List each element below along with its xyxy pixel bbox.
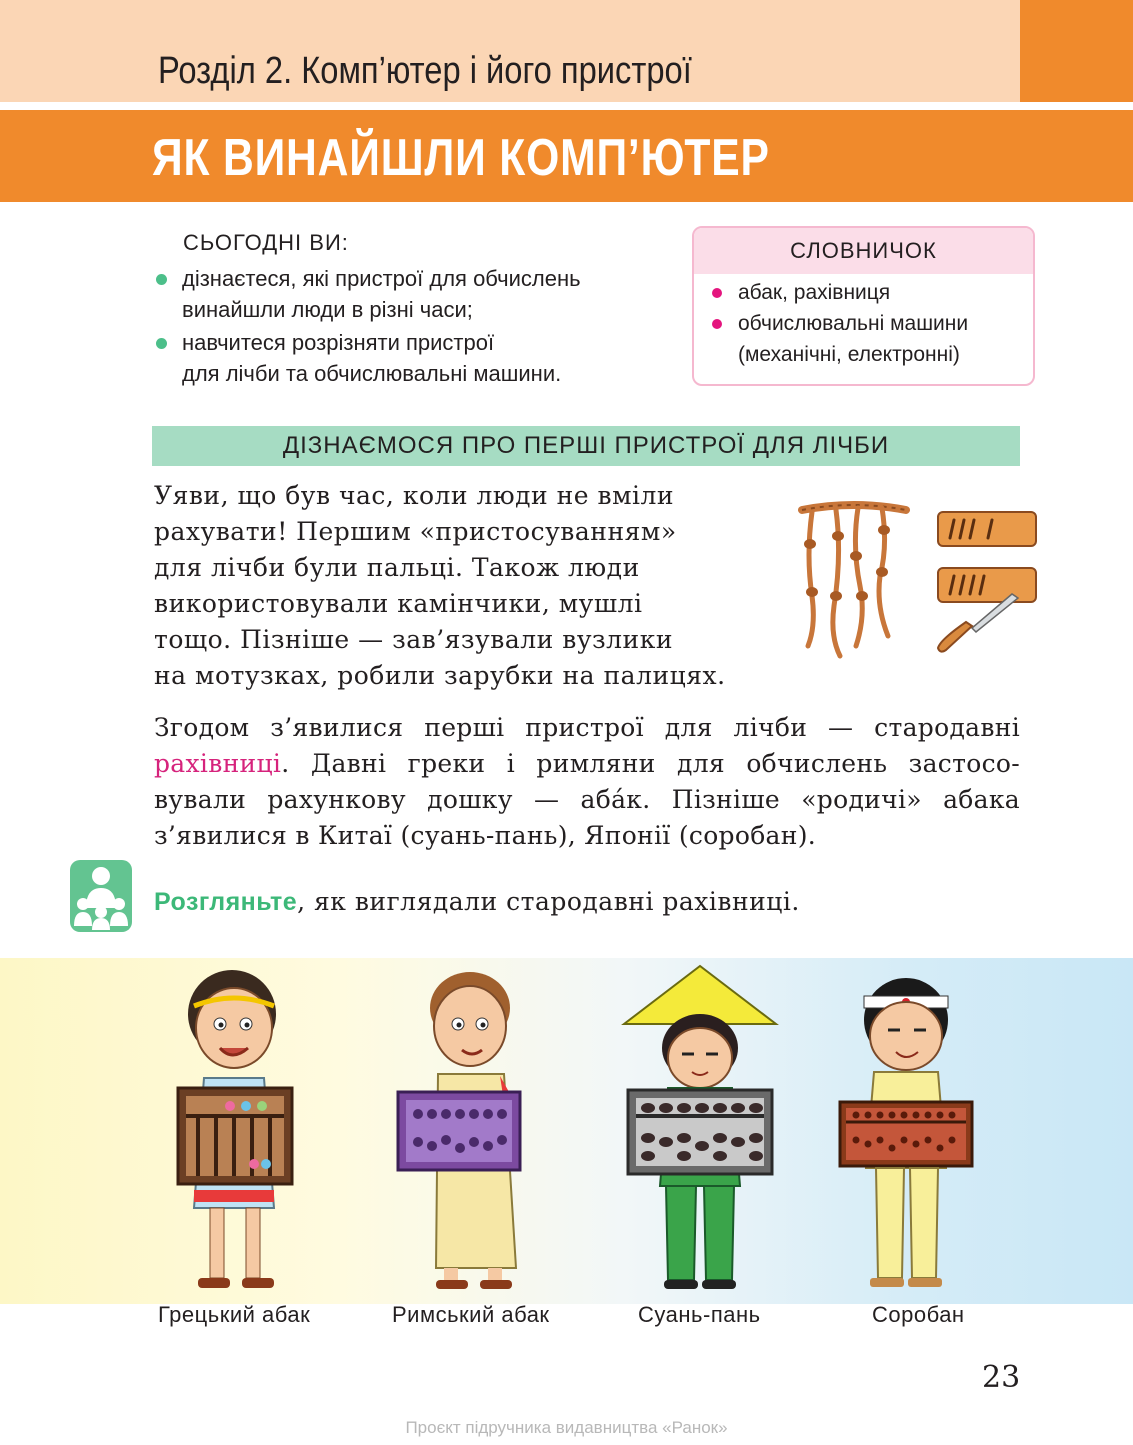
paragraph-line: рахувати! Першим «пристосуванням» bbox=[154, 517, 677, 546]
task-instruction bbox=[154, 884, 800, 920]
goal-line: для лічби та обчислювальні машини. bbox=[182, 361, 562, 386]
goal-line: навчитеся розрізняти пристрої bbox=[182, 330, 495, 355]
section-title: Розділ 2. Комп’ютер і його пристрої bbox=[158, 50, 692, 92]
bullet-icon bbox=[156, 338, 167, 349]
abacus-caption: Соробан bbox=[872, 1302, 965, 1327]
paragraph-line: на мотузках, робили зарубки на палицях. bbox=[154, 661, 726, 690]
soroban-figure bbox=[836, 968, 976, 1298]
paragraph-line: використовували камінчики, мушлі bbox=[154, 589, 643, 618]
glossary-box bbox=[692, 226, 1035, 386]
paragraph-text: . Давні греки і римляни для обчислень застосо- bbox=[281, 749, 1020, 778]
page-number: 23 bbox=[982, 1360, 1021, 1395]
header-corner bbox=[1020, 0, 1133, 102]
goal-line: винайшли люди в різні часи; bbox=[182, 297, 473, 322]
task-verb: Розгляньте bbox=[154, 888, 298, 916]
lesson-title: ЯК ВИНАЙШЛИ КОМП’ЮТЕР bbox=[152, 129, 770, 187]
suanpan-figure bbox=[620, 962, 780, 1298]
glossary-item: (механічні, електронні) bbox=[738, 343, 960, 366]
goal-line: дізнаєтеся, які пристрої для обчислень bbox=[182, 266, 581, 291]
paragraph-line: Згодом з’явилися перші пристрої для лічби — стародавні bbox=[154, 713, 1020, 742]
glossary-title: СЛОВНИЧОК bbox=[790, 238, 937, 263]
task-text: , як виглядали стародавні рахівниці. bbox=[297, 887, 800, 916]
glossary-item: абак, рахівниця bbox=[738, 281, 891, 304]
term-highlight: рахівниці bbox=[154, 749, 282, 778]
greek-abacus-figure bbox=[170, 968, 310, 1298]
paragraph-line: тощо. Пізніше — зав’язували вузлики bbox=[154, 625, 673, 654]
footer-note: Проєкт підручника видавництва «Ранок» bbox=[405, 1418, 728, 1437]
notched-sticks-illustration bbox=[932, 506, 1038, 656]
bullet-icon bbox=[712, 288, 722, 298]
abacus-caption: Римський абак bbox=[392, 1302, 550, 1327]
today-heading: СЬОГОДНІ ВИ: bbox=[183, 230, 349, 255]
abacus-caption: Суань-пань bbox=[638, 1302, 761, 1327]
paragraph-line: Уяви, що був час, коли люди не вміли bbox=[154, 481, 675, 510]
subsection-title: ДІЗНАЄМОСЯ ПРО ПЕРШІ ПРИСТРОЇ ДЛЯ ЛІЧБИ bbox=[282, 432, 890, 459]
group-task-icon bbox=[70, 860, 132, 932]
bullet-icon bbox=[156, 274, 167, 285]
paragraph-line: для лічби були пальці. Також люди bbox=[154, 553, 640, 582]
glossary-item: обчислювальні машини bbox=[738, 312, 969, 335]
bullet-icon bbox=[712, 319, 722, 329]
roman-abacus-figure bbox=[392, 968, 532, 1298]
abacus-caption: Грецький абак bbox=[158, 1302, 311, 1327]
paragraph-line bbox=[154, 746, 1020, 782]
paragraph-line: вували рахункову дошку — аба́к. Пізніше «родичі» абака bbox=[154, 785, 1020, 814]
knotted-rope-illustration bbox=[796, 496, 912, 662]
paragraph-line: з’явилися в Китаї (суань-пань), Японії (соробан). bbox=[154, 821, 817, 850]
